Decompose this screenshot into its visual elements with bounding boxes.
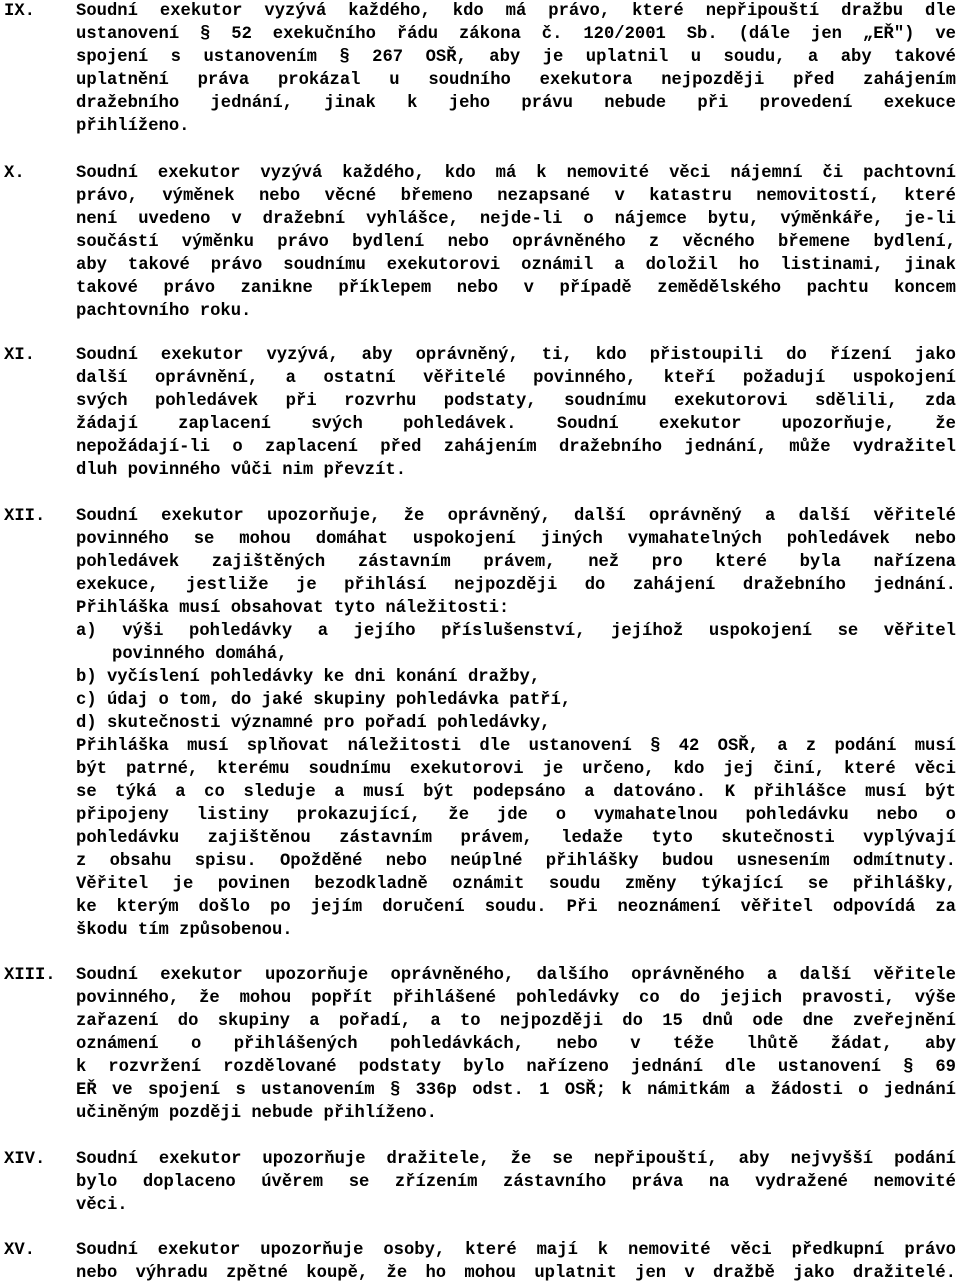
text-line: Přihláška musí splňovat náležitosti dle ustanovení § 42 OSŘ, a z podání musí — [76, 737, 956, 756]
section-text — [76, 1148, 956, 1217]
section-text — [76, 162, 956, 323]
text-line: věci. — [76, 1196, 128, 1215]
text-line: Soudní exekutor vyzývá každého, kdo má právo, které nepřipouští dražbu dle — [76, 2, 956, 21]
text-line: Soudní exekutor upozorňuje, že oprávněný, další oprávněný a další věřitelé — [76, 507, 956, 526]
section-number: XIV. — [4, 1150, 46, 1169]
section-number: XII. — [4, 507, 46, 526]
text-line: pohledávku zajištěnou zástavním právem, ledaže tyto skutečnosti vyplývají — [76, 829, 956, 848]
text-line: exekuce, jestliže je přihlásí nejpozději do zahájení dražebního jednání. — [76, 576, 956, 595]
text-line: pachtovního roku. — [76, 302, 252, 321]
list-item: d) skutečnosti významné pro pořadí pohledávky, — [76, 714, 551, 733]
text-line: uplatnění práva prokázal u soudního exekutora nejpozději před zahájením — [76, 71, 956, 90]
section-number: XIII. — [4, 966, 56, 985]
text-line: nebo výhradu zpětné koupě, že ho mohou uplatnit jen v dražbě jako dražitelé. — [76, 1264, 956, 1283]
text-line: oznámení o přihlášených pohledávkách, nebo v téže lhůtě žádat, aby — [76, 1035, 956, 1054]
section-text — [76, 0, 956, 138]
text-line: EŘ ve spojení s ustanovením § 336p odst. 1 OSŘ; k námitkám a žádosti o jednání — [76, 1081, 956, 1100]
text-line: učiněným později nebude přihlíženo. — [76, 1104, 437, 1123]
text-line: žádají zaplacení svých pohledávek. Soudní exekutor upozorňuje, že — [76, 415, 956, 434]
text-line: pohledávek zajištěných zástavním právem, než pro které byla nařízena — [76, 553, 956, 572]
text-line: součástí výměnku právo bydlení nebo oprávněného z věcného břemene bydlení, — [76, 233, 956, 252]
list-item-continuation: povinného domáhá, — [112, 645, 288, 664]
text-line: další oprávnění, a ostatní věřitelé povinného, kteří požadují uspokojení — [76, 369, 956, 388]
section-number: IX. — [4, 2, 35, 21]
text-line: dluh povinného vůči nim převzít. — [76, 461, 407, 480]
section-text — [76, 964, 956, 1125]
section-number: XI. — [4, 346, 35, 365]
text-line: aby takové právo soudnímu exekutorovi oznámil a doložil ho listinami, jinak — [76, 256, 956, 275]
section-number: XV. — [4, 1241, 35, 1260]
text-line: dražebního jednání, jinak k jeho právu nebude při provedení exekuce — [76, 94, 956, 113]
section-text — [76, 1239, 956, 1285]
text-line: povinného, že mohou popřít přihlášené pohledávky co do jejich pravosti, výše — [76, 989, 956, 1008]
text-line: právo, výměnek nebo věcné břemeno nezapsané v katastru nemovitostí, které — [76, 187, 956, 206]
text-line: zařazení do skupiny a pořadí, a to nejpozději do 15 dnů ode dne zveřejnění — [76, 1012, 956, 1031]
text-line: Přihláška musí obsahovat tyto náležitosti: — [76, 599, 510, 618]
text-line: Soudní exekutor vyzývá každého, kdo má k nemovité věci nájemní či pachtovní — [76, 164, 956, 183]
section-text — [76, 344, 956, 482]
text-line: Soudní exekutor upozorňuje oprávněného, dalšího oprávněného a další věřitele — [76, 966, 956, 985]
text-line: z obsahu spisu. Opožděné nebo neúplné přihlášky budou usnesením odmítnuty. — [76, 852, 956, 871]
list-item: a) výši pohledávky a jejího příslušenství, jejíhož uspokojení se věřitel — [76, 622, 956, 641]
text-line: škodu tím způsobenou. — [76, 921, 293, 940]
text-line: ustanovení § 52 exekučního řádu zákona č. 120/2001 Sb. (dále jen „EŘ") ve — [76, 25, 956, 44]
list-item: b) vyčíslení pohledávky ke dni konání dražby, — [76, 668, 541, 687]
section-text — [76, 505, 956, 942]
text-line: spojení s ustanovením § 267 OSŘ, aby je uplatnil u soudu, a aby takové — [76, 48, 956, 67]
text-line: ke kterým došlo po jejím doručení soudu. Při neoznámení věřitel odpovídá za — [76, 898, 956, 917]
text-line: se týká a co sleduje a musí být podepsáno a datováno. K přihlášce musí být — [76, 783, 956, 802]
text-line: není uvedeno v dražební vyhlášce, nejde-li o nájemce bytu, výměnkáře, je-li — [76, 210, 956, 229]
text-line: bylo doplaceno úvěrem se zřízením zástavního práva na vydražené nemovité — [76, 1173, 956, 1192]
text-line: být patrné, kterému soudnímu exekutorovi je určeno, kdo jej činí, které věci — [76, 760, 956, 779]
text-line: k rozvržení rozdělované podstaty bylo nařízeno jednání dle ustanovení § 69 — [76, 1058, 956, 1077]
section-number: X. — [4, 164, 25, 183]
text-line: svých pohledávek při rozvrhu podstaty, soudnímu exekutorovi sdělili, zda — [76, 392, 956, 411]
text-line: takové právo zanikne příklepem nebo v případě zemědělského pachtu koncem — [76, 279, 956, 298]
text-line: Věřitel je povinen bezodkladně oznámit soudu změny týkající se přihlášky, — [76, 875, 956, 894]
text-line: přihlíženo. — [76, 117, 190, 136]
text-line: připojeny listiny prokazující, že jde o vymahatelnou pohledávku nebo o — [76, 806, 956, 825]
text-line: Soudní exekutor upozorňuje osoby, které mají k nemovité věci předkupní právo — [76, 1241, 956, 1260]
list-item: c) údaj o tom, do jaké skupiny pohledávka patří, — [76, 691, 572, 710]
text-line: nepožádají-li o zaplacení před zahájením dražebního jednání, může vydražitel — [76, 438, 956, 457]
text-line: Soudní exekutor vyzývá, aby oprávněný, ti, kdo přistoupili do řízení jako — [76, 346, 956, 365]
text-line: Soudní exekutor upozorňuje dražitele, že se nepřipouští, aby nejvyšší podání — [76, 1150, 956, 1169]
text-line: povinného se mohou domáhat uspokojení jiných vymahatelných pohledávek nebo — [76, 530, 956, 549]
